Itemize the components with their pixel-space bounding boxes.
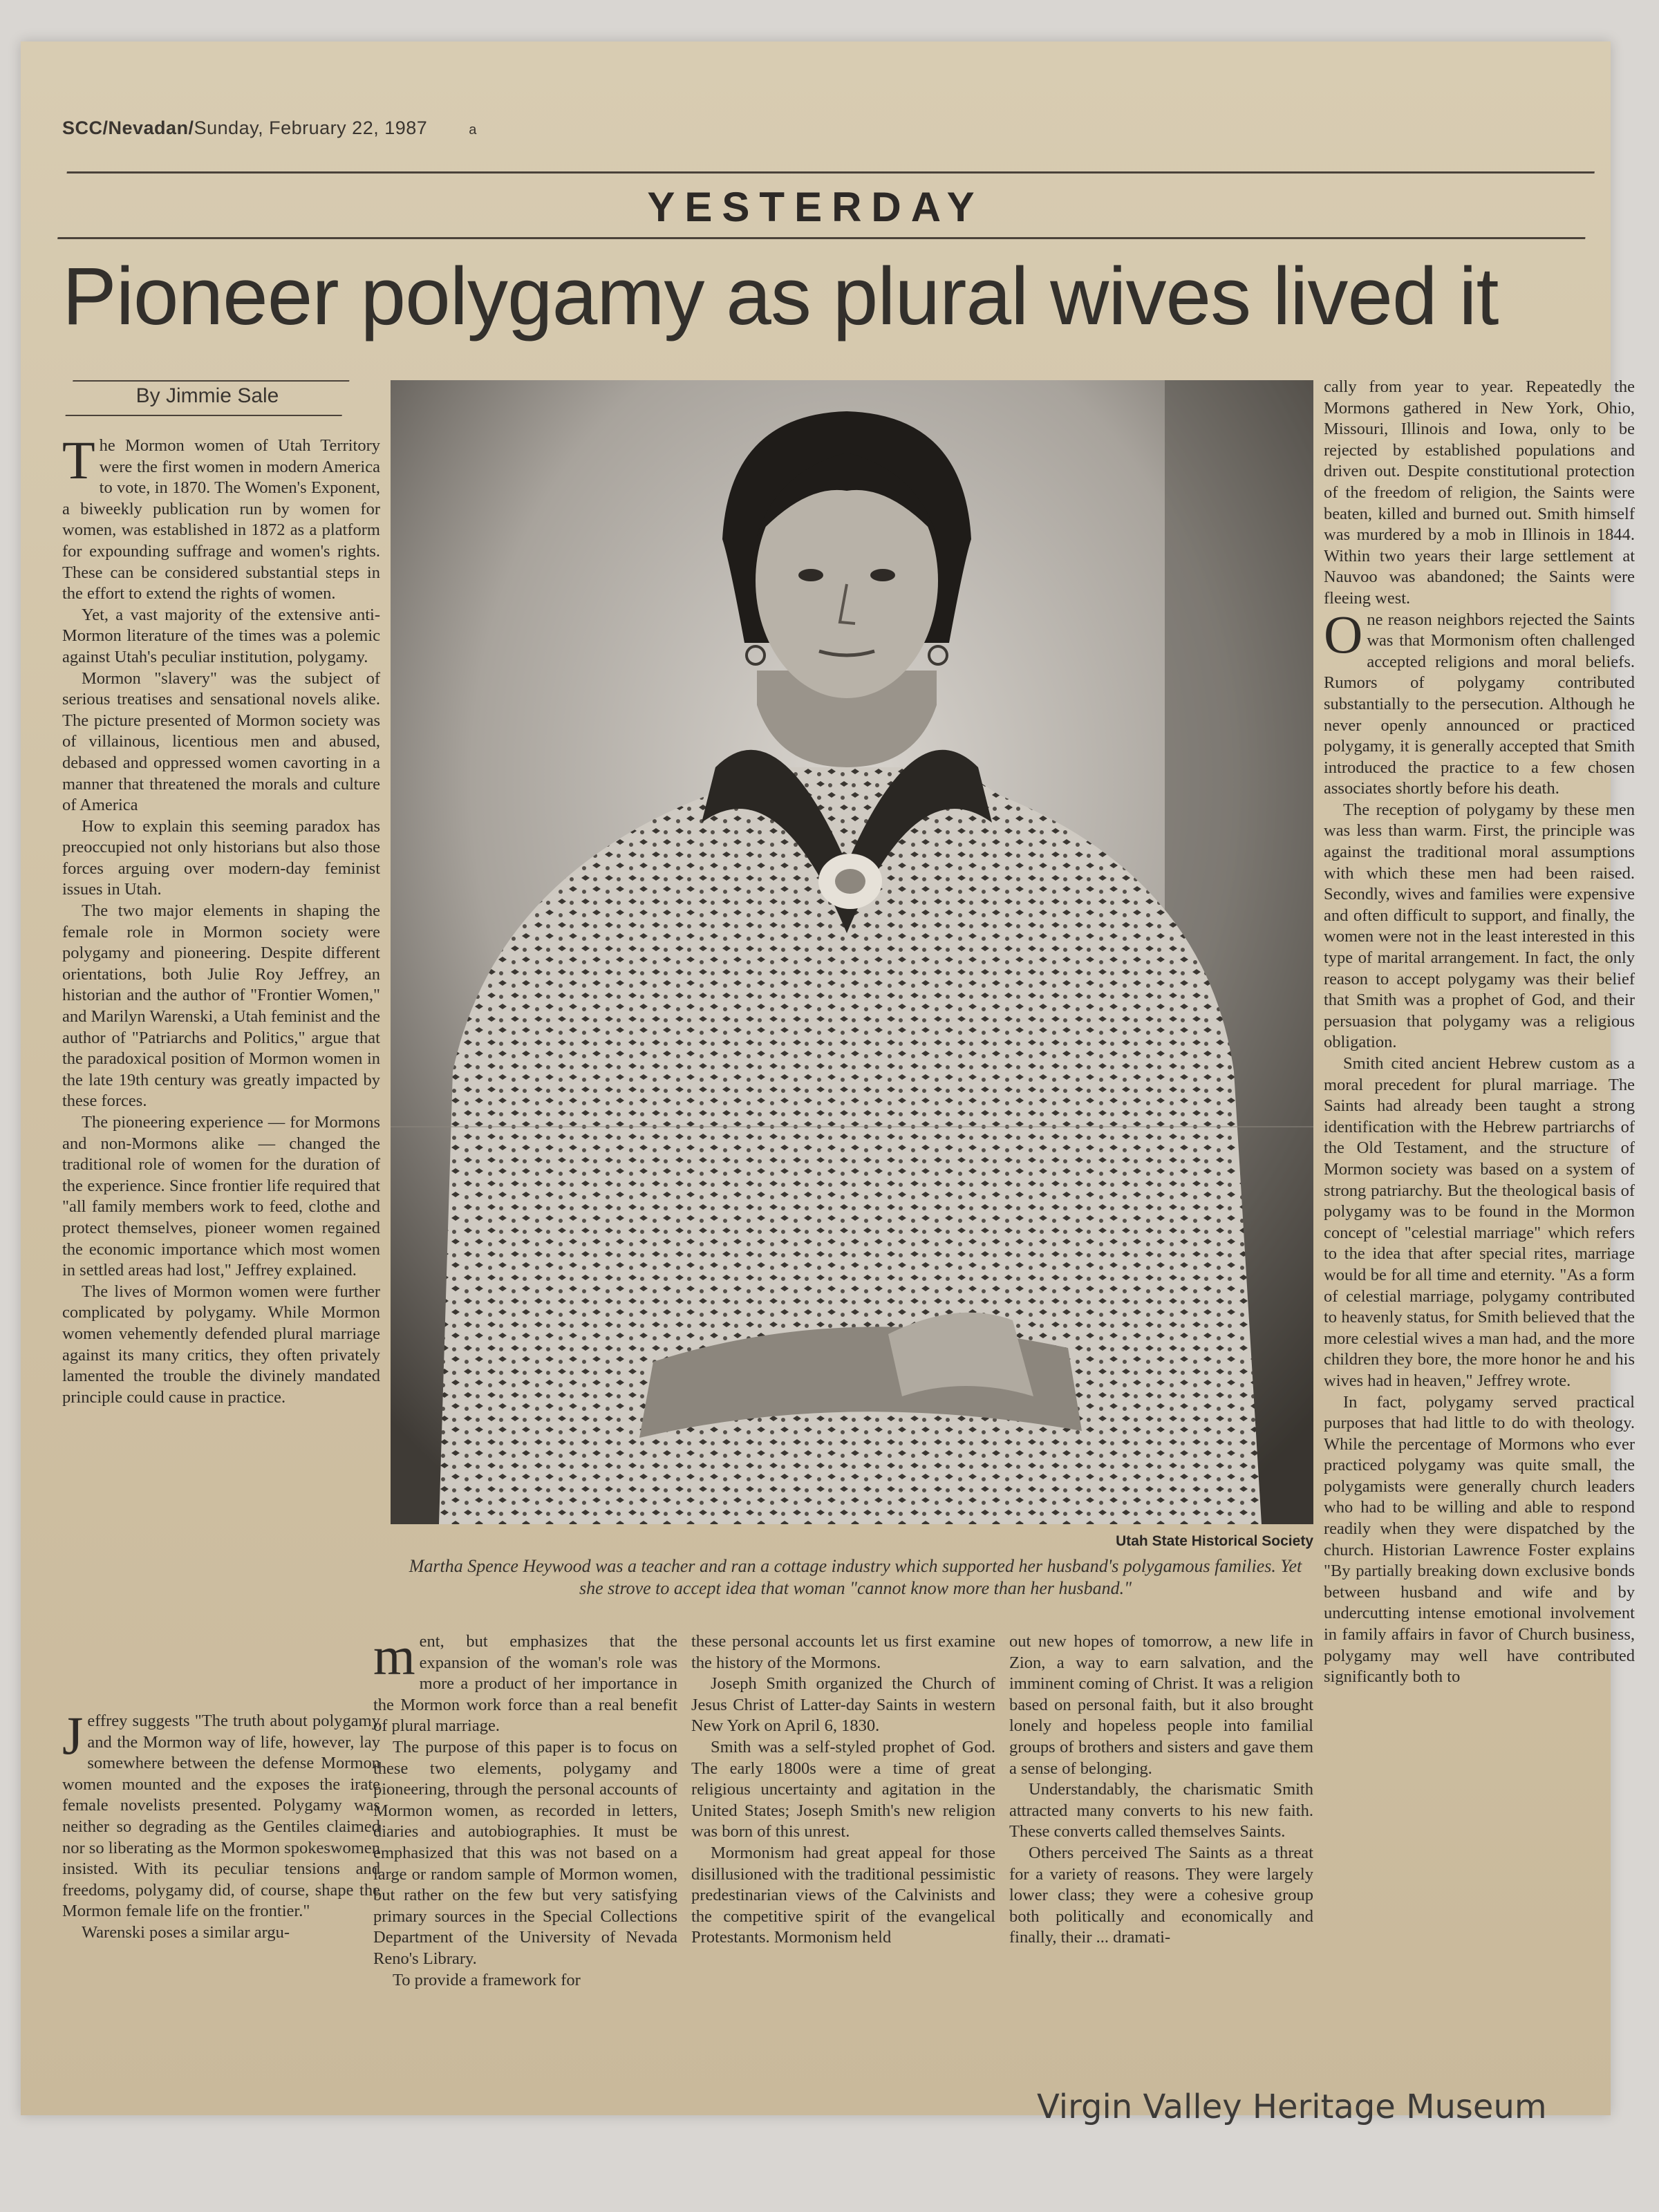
paragraph: In fact, polygamy served practical purposes that had little to do with theology. While the percentage of Mormons who ever practiced polygamy was quite small, the polygamists were generally church leaders who had to be willing and able to respond readily when they were dispatched by the church. Historian Lawrence Foster explains "By partially breaking down exclusive bonds between husband and wife and by undercutting intense emotional involvement in family affairs in favor of Church business, polygamy may well have contributed significantly both to — [1324, 1392, 1635, 1687]
newspaper-clipping — [21, 41, 1635, 2115]
paragraph: The Mormon women of Utah Territory were the first women in modern America to vote, in 1870. The Women's Exponent, a biweekly publication run by women for women, was established in 1872 as a platform for expounding suffrage and women's rights. These can be considered substantial steps in the effort to extend the rights of women. — [62, 430, 380, 603]
paragraph: Yet, a vast majority of the extensive anti-Mormon literature of the times was a polemic against Utah's peculiar institution, polygamy. — [62, 605, 380, 666]
paragraph: Mormon "slavery" was the subject of serious treatises and sensational novels alike. The picture presented of Mormon society was of villainous, licentious men and abused, debased and oppressed women cavorting in a manner that threatened the morals and culture of America — [62, 668, 380, 815]
paragraph: To provide a framework for — [393, 1970, 581, 1989]
photo-caption: Martha Spence Heywood was a teacher and ran a cottage industry which supported her husband's polygamous families. Yet she strove to accept idea that woman "cannot know more than her husband." — [409, 1556, 1302, 1598]
article-column-4 — [1009, 1631, 1313, 1949]
paragraph: The pioneering experience — for Mormons and non-Mormons alike — changed the traditional role of women for the duration of the experience. Since frontier life required that "all family members work to feed, clothe and protect themselves, pioneer women regained the economic importance which most women in settled areas had lost," Jeffrey explained. — [62, 1113, 380, 1280]
dateline — [62, 118, 477, 139]
portrait-illustration — [391, 380, 1313, 1524]
article-column-1 — [62, 430, 380, 1408]
paragraph: How to explain this seeming paradox has preoccupied not only historians but also those forces arguing over modern-day feminist issues in Utah. — [62, 816, 380, 899]
paragraph: The purpose of this paper is to focus on these two elements, polygamy and pioneering, through the personal accounts of Mormon women, as recorded in letters, diaries and autobiographies. It must be emphasized that this was not based on a large or random sample of Mormon women, but rather on the few but very satisfying primary sources in the Special Collections Department of the University of Nevada Reno's Library. — [373, 1737, 677, 1968]
paragraph: Smith was a self-styled prophet of God. The early 1800s were a time of great religious uncertainty and agitation in the United States; Joseph Smith's new religion was born of this unrest. — [691, 1737, 995, 1841]
paper-name: SCC/Nevadan/ — [62, 118, 194, 138]
paragraph: Smith cited ancient Hebrew custom as a moral precedent for plural marriage. The Saints had already been taught a strong identification with the Hebrew partriarchs of the Old Testament, and the structure of Mormon society was based on a system of strong patriarchy. But the theological basis of polygamy was to be found in the Mormon concept of "celestial marriage" which refers to the idea that after special rites, marriage would be for all time and eternity. "As a form of celestial marriage, polygamy contributed to heavenly status, for Smith believed that the more celestial wives a man had, and the more children they bore, the more honor he and his wives had in heaven," Jeffrey wrote. — [1324, 1054, 1635, 1390]
paragraph: Joseph Smith organized the Church of Jesus Christ of Latter-day Saints in western New York on April 6, 1830. — [691, 1674, 995, 1736]
paragraph: these personal accounts let us first examine the history of the Mormons. — [691, 1632, 995, 1672]
paragraph: The lives of Mormon women were further complicated by polygamy. While Mormon women vehemently defended plural marriage against its many critics, they often privately lamented the trouble the divinely mandated principle could cause in practice. — [62, 1282, 380, 1407]
article-column-5 — [1324, 377, 1635, 1688]
byline: By Jimmie Sale — [135, 384, 279, 407]
section-label: YESTERDAY — [647, 184, 984, 230]
paragraph: ment, but emphasizes that the expansion of the woman's role was more a product of her importance in the Mormon work force than a real benefit of plural marriage. — [373, 1626, 677, 1736]
issue-date: Sunday, February 22, 1987 — [194, 118, 428, 138]
paragraph: The reception of polygamy by these men was less than warm. First, the principle was against the traditional moral assumptions with which these men had been raised. Secondly, wives and families were expensive and often difficult to support, and finally, the women were not in the least interested in this type of marital arrangement. In fact, the only reason to accept polygamy was their belief that Smith was a prophet of God, and their persuasion that polygamy was a religious obligation. — [1324, 800, 1635, 1052]
museum-watermark: Virgin Valley Heritage Museum — [1037, 2088, 1547, 2126]
paragraph: cally from year to year. Repeatedly the Mormons gathered in New York, Ohio, Missouri, Illinois and Iowa, only to be rejected by established populations and driven out. Despite constitutional protection of the freedom of religion, the Saints were beaten, killed and burned out. Smith himself was murdered by a mob in Illinois in 1844. Within two years their large settlement at Nauvoo was abandoned; the Saints were fleeing west. — [1324, 377, 1635, 608]
paragraph: The two major elements in shaping the female role in Mormon society were polygamy and pioneering. Despite different orientations, both Julie Roy Jeffrey, an historian and the author of "Frontier Women," and Marilyn Warenski, a Utah feminist and the author of "Patriarchs and Politics," argue that the paradoxical position of Mormon women in the late 19th century was greatly impacted by these forces. — [62, 901, 380, 1111]
article-column-3 — [691, 1631, 995, 1949]
photo-credit: Utah State Historical Society — [1116, 1533, 1313, 1549]
paragraph: Understandably, the charismatic Smith attracted many converts to his new faith. These converts called themselves Saints. — [1009, 1780, 1313, 1841]
headline: Pioneer polygamy as plural wives lived it — [62, 251, 1499, 342]
paragraph: One reason neighbors rejected the Saints was that Mormonism often challenged accepted religions and moral beliefs. Rumors of polygamy contributed substantially to the persecution. Although he never openly announced or practiced polygamy, it is generally accepted that Smith introduced the practice to a few chosen associates shortly before his death. — [1324, 603, 1635, 798]
page-mark: a — [469, 122, 477, 138]
paragraph: Warenski poses a similar argu- — [82, 1922, 290, 1942]
paragraph: out new hopes of tomorrow, a new life in Zion, a way to earn salvation, and the imminent coming of Christ. It was a religion based on personal faith, but it also brought lonely and hopeless people into familial groups of brothers and sisters and gave them a sense of belonging. — [1009, 1632, 1313, 1778]
paragraph: Jeffrey suggests "The truth about polygamy and the Mormon way of life, however, lay somewhere between the defense Mormon women mounted and the exposes the irate female novelists presented. Polygamy was neither so degrading as the Gentiles claimed nor so liberating as the Mormon spokeswomen insisted. With its peculiar tensions and freedoms, polygamy did, of course, shape the Mormon female life on the frontier." — [62, 1705, 380, 1921]
article-column-2 — [373, 1626, 677, 1991]
portrait-photo — [391, 380, 1313, 1524]
paragraph: Others perceived The Saints as a threat for a variety of reasons. They were largely lower class; they were a cohesive group both politically and economically and finally, their ... dramati- — [1009, 1843, 1313, 1947]
article-column-1-bottom — [62, 1705, 380, 1944]
paragraph: Mormonism had great appeal for those disillusioned with the traditional pessimistic predestinarian views of the Calvinists and the competitive spirit of the evangelical Protestants. Mormonism held — [691, 1843, 995, 1947]
